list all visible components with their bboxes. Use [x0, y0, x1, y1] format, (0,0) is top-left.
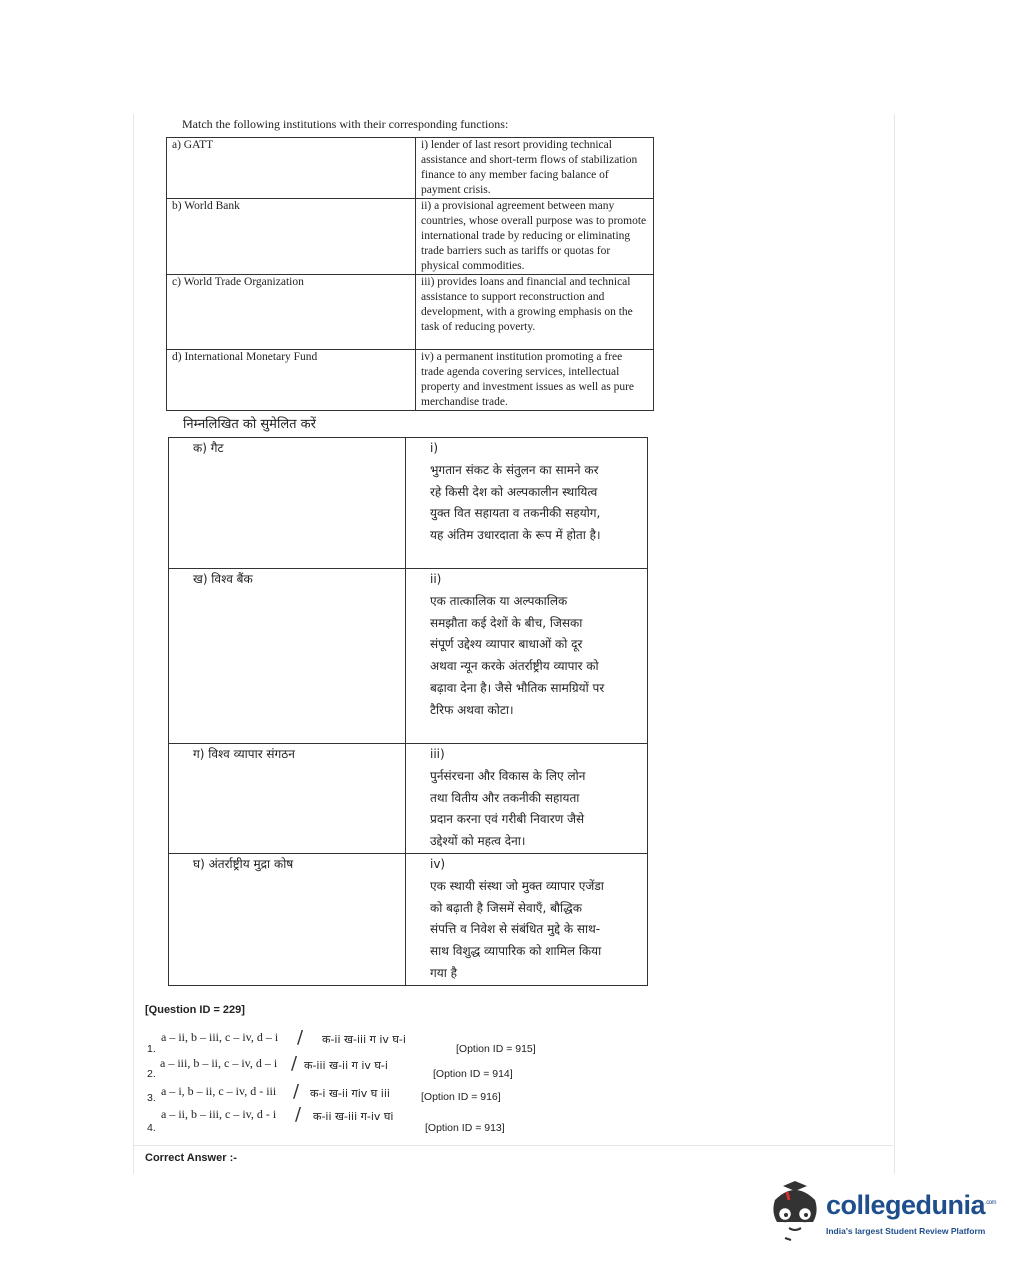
table-row — [167, 138, 654, 199]
hindi-match-table — [168, 437, 648, 986]
option-english: a – iii, b – ii, c – iv, d – i — [160, 1056, 278, 1070]
table-row — [169, 853, 648, 985]
brand-tagline: India's largest Student Review Platform — [826, 1226, 986, 1236]
table-row — [169, 438, 648, 569]
function-text: पुर्नसंरचना और विकास के लिए लोन तथा वितीय और तकनीकी सहायता प्रदान करना एवं गरीबी निवारण जैसे उद्देश्यों को महत्व देना। — [430, 768, 586, 849]
institution-cell: b) World Bank — [167, 199, 416, 275]
option-hindi: क-ii ख-iii ग iv घ-i — [322, 1033, 406, 1046]
function-cell — [406, 438, 648, 569]
logo-mascot-icon — [765, 1178, 825, 1244]
brand-name[interactable] — [826, 1190, 996, 1221]
option-number: 3. — [147, 1092, 156, 1104]
institution-cell: ख) विश्व बैंक — [169, 569, 406, 744]
table-row — [167, 275, 654, 350]
option-number: 2. — [147, 1068, 156, 1080]
function-cell: ii) a provisional agreement between many countries, whose overall purpose was to promote international trade by reducing or eliminating trade barriers such as tariffs or quotas for physical commodities. — [416, 199, 654, 275]
table-row — [167, 199, 654, 275]
option-id[interactable]: [Option ID = 915] — [456, 1043, 536, 1055]
english-match-table — [166, 137, 654, 411]
option-english: a – ii, b – iii, c – iv, d - i — [161, 1107, 277, 1121]
option-number: 4. — [147, 1122, 156, 1134]
function-cell: i) lender of last resort providing technical assistance and short-term flows of stabilization finance to any member facing balance of payment crisis. — [416, 138, 654, 199]
function-number: i) — [430, 441, 439, 455]
function-number: iv) — [430, 856, 446, 871]
slash-divider: / — [291, 1053, 298, 1074]
function-cell — [406, 569, 648, 744]
table-row — [169, 569, 648, 744]
function-cell — [406, 744, 648, 854]
correct-answer-label: Correct Answer :- — [145, 1152, 237, 1164]
institution-cell: ग) विश्व व्यापार संगठन — [169, 744, 406, 854]
institution-cell: क) गैट — [169, 438, 406, 569]
option-hindi: क-iii ख-ii ग iv घ-i — [304, 1059, 388, 1072]
function-text: भुगतान संकट के संतुलन का सामने कर रहे किसी देश को अल्पकालीन स्थायित्व युक्त वित सहायता व तकनीकी सहयोग, यह अंतिम उधारदाता के रूप में होता है। — [430, 462, 601, 543]
slash-divider: / — [295, 1104, 302, 1125]
hindi-question-title: निम्नलिखित को सुमेलित करें — [183, 417, 316, 432]
institution-cell: घ) अंतर्राष्ट्रीय मुद्रा कोष — [169, 853, 406, 985]
function-number: ii) — [430, 572, 442, 586]
brand-text: collegedunia — [826, 1190, 986, 1220]
option-id[interactable]: [Option ID = 916] — [421, 1091, 501, 1103]
question-id: [Question ID = 229] — [145, 1004, 245, 1016]
function-number: iii) — [430, 747, 445, 761]
slash-divider: / — [293, 1081, 300, 1102]
option-id[interactable]: [Option ID = 914] — [433, 1068, 513, 1080]
english-question-title: Match the following institutions with their corresponding functions: — [182, 117, 509, 131]
function-cell: iv) a permanent institution promoting a free trade agenda covering services, intellectual property and investment issues as well as pure merchandise trade. — [416, 350, 654, 411]
section-divider — [133, 1145, 893, 1146]
institution-cell: c) World Trade Organization — [167, 275, 416, 350]
option-number: 1. — [147, 1043, 156, 1055]
slash-divider: / — [297, 1027, 304, 1048]
institution-cell: a) GATT — [167, 138, 416, 199]
option-id[interactable]: [Option ID = 913] — [425, 1122, 505, 1134]
option-hindi: क-i ख-ii गiv घ iii — [310, 1087, 390, 1100]
function-text: एक स्थायी संस्था जो मुक्त व्यापार एजेंडा को बढ़ाती है जिसमें सेवाएँ, बौद्धिक संपत्ति व निवेश से संबंधित मुद्दे के साथ-साथ विशुद्ध व्यापारिक को शामिल किया गया है — [430, 878, 604, 980]
table-row — [167, 350, 654, 411]
function-text: एक तात्कालिक या अल्पकालिक समझौता कई देशों के बीच, जिसका संपूर्ण उद्देश्य व्यापार बाधाओं को दूर अथवा न्यून करके अंतर्राष्ट्रीय व्यापार को बढ़ावा देना है। जैसे भौतिक सामग्रियों पर टैरिफ अथवा कोटा। — [430, 593, 605, 717]
brand-suffix: .com — [985, 1200, 997, 1206]
function-cell — [406, 853, 648, 985]
option-english: a – ii, b – iii, c – iv, d – i — [161, 1030, 279, 1044]
option-hindi: क-ii ख-iii ग-iv घi — [313, 1110, 394, 1123]
function-cell: iii) provides loans and financial and technical assistance to support reconstruction and development, with a growing emphasis on the task of reducing poverty. — [416, 275, 654, 350]
table-row — [169, 744, 648, 854]
institution-cell: d) International Monetary Fund — [167, 350, 416, 411]
option-english: a – i, b – ii, c – iv, d - iii — [161, 1084, 277, 1098]
